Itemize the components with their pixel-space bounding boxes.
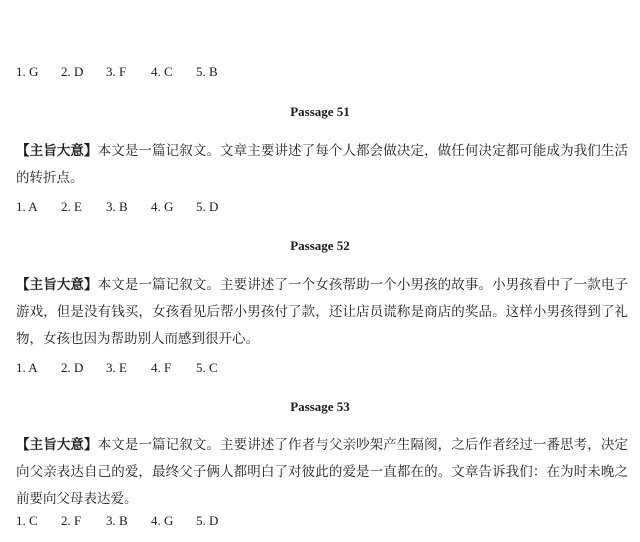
summary-text: 本文是一篇记叙文。主要讲述了一个女孩帮助一个小男孩的故事。小男孩看中了一款电子游戏，但是没有钱买，女孩看见后帮小男孩付了款，还让店员谎称是商店的奖品。这样小男孩得到了礼物，女孩也因为帮助别人而感到很开心。 <box>16 277 629 347</box>
summary-text: 本文是一篇记叙文。文章主要讲述了每个人都会做决定，做任何决定都可能成为我们生活的转折点。 <box>16 143 629 186</box>
answer-item: 1. A <box>16 199 38 214</box>
answer-item: 4. F <box>151 360 172 375</box>
passage-heading: Passage 53 <box>290 399 350 414</box>
passage-summary <box>16 272 628 353</box>
summary-text: 本文是一篇记叙文。主要讲述了作者与父亲吵架产生隔阂，之后作者经过一番思考，决定向父亲表达自己的爱，最终父子俩人都明白了对彼此的爱是一直都在的。文章告诉我们：在为时未晚之前要向父母表达爱。 <box>16 437 629 507</box>
passage-heading: Passage 52 <box>290 238 350 253</box>
answer-item: 1. A <box>16 360 38 375</box>
passage-summary <box>16 432 628 513</box>
answer-item: 5. B <box>196 64 218 79</box>
answer-row-previous <box>16 64 241 80</box>
answer-item: 5. D <box>196 199 219 214</box>
answer-item: 1. G <box>16 64 39 79</box>
answer-item: 5. D <box>196 513 219 528</box>
answer-item: 2. F <box>61 513 82 528</box>
answer-item: 1. C <box>16 513 38 528</box>
answer-item: 4. C <box>151 64 173 79</box>
answer-item: 5. C <box>196 360 218 375</box>
summary-tag: 【主旨大意】 <box>16 437 98 453</box>
answer-item: 3. B <box>106 199 128 214</box>
answer-item: 4. G <box>151 199 174 214</box>
passage-heading: Passage 51 <box>290 104 350 119</box>
answer-item: 2. D <box>61 64 84 79</box>
answer-item: 2. E <box>61 199 82 214</box>
summary-tag: 【主旨大意】 <box>16 143 98 159</box>
summary-tag: 【主旨大意】 <box>16 277 98 293</box>
answer-row <box>16 199 241 215</box>
answer-row <box>16 513 241 529</box>
answer-row <box>16 360 241 376</box>
answer-item: 2. D <box>61 360 84 375</box>
answer-item: 3. F <box>106 64 127 79</box>
answer-item: 3. B <box>106 513 128 528</box>
passage-summary <box>16 138 628 192</box>
answer-item: 3. E <box>106 360 127 375</box>
answer-item: 4. G <box>151 513 174 528</box>
